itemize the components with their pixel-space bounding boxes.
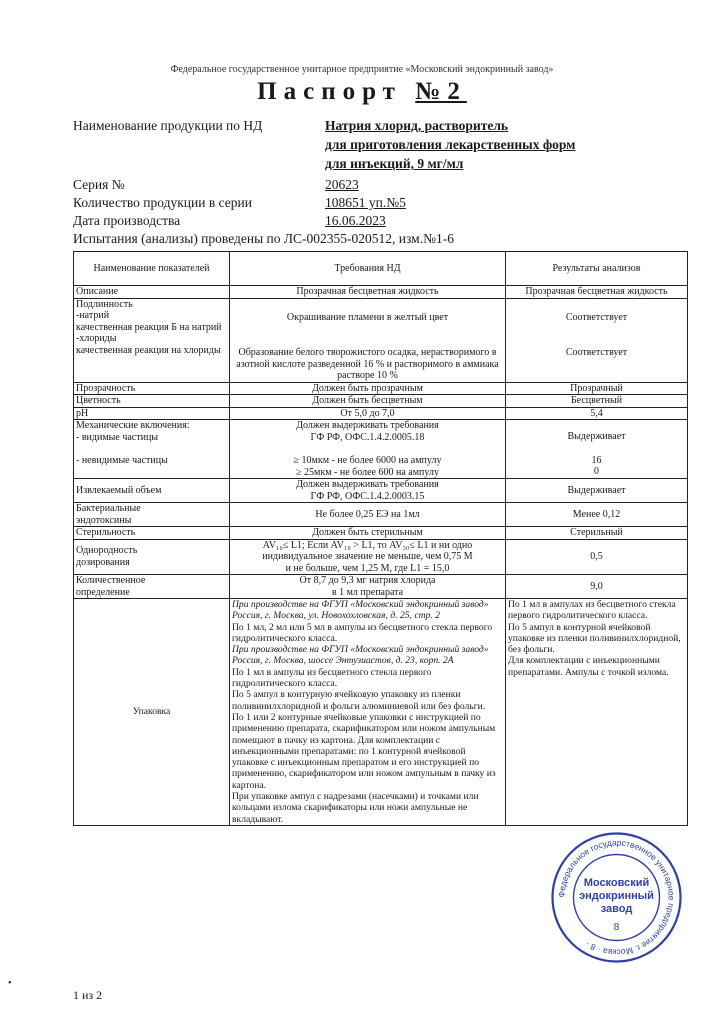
- row-result: 5,4: [506, 407, 688, 420]
- table-row: [74, 503, 688, 527]
- product-label: Наименование продукции по НД: [73, 118, 263, 133]
- packaging-text: По 5 ампул в контурную ячейковую упаковку из пленки поливинилхлоридной и фольги алюминиевой или без фольги.: [232, 689, 486, 712]
- header-col2: Требования НД: [230, 252, 506, 286]
- packaging-text: При упаковке ампул с надрезами (насечками) и точками или кольцами излома скарификаторы или ножи ампульные не вкладывают.: [232, 791, 479, 825]
- document-title: [0, 78, 724, 106]
- row-requirement: Должен быть прозрачным: [230, 382, 506, 395]
- row-result: [506, 599, 688, 826]
- res-line: Соответствует: [565, 311, 628, 323]
- row-result: [506, 420, 688, 479]
- name-line: -натрий: [76, 310, 110, 321]
- tests-line: Испытания (анализы) проведены по ЛС-002355-020512, изм.№1-6: [73, 231, 454, 246]
- name-line: дозирования: [76, 556, 130, 568]
- req-line: ≥ 25мкм - не более 600 на ампулу: [296, 466, 439, 478]
- name-line: Однородность: [76, 545, 138, 557]
- req-line: От 8,7 до 9,3 мг натрия хлорида: [299, 575, 436, 586]
- row-requirement: Должен быть стерильным: [230, 527, 506, 540]
- row-name: pH: [74, 407, 230, 420]
- packaging-text: По 1 мл, 2 мл или 5 мл в ампулы из бесцветного стекла первого гидролитического класса.: [232, 621, 493, 644]
- packaging-result: По 1 мл в ампулах из бесцветного стекла первого гидролитического класса.: [508, 599, 676, 622]
- row-requirement: [230, 539, 506, 575]
- name-line: эндотоксины: [76, 514, 132, 526]
- table-row: [74, 539, 688, 575]
- stamp-number: 8: [613, 922, 620, 933]
- row-result: [506, 298, 688, 382]
- row-result: Бесцветный: [506, 395, 688, 408]
- product-name-line3: для инъекций, 9 мг/мл: [325, 156, 464, 171]
- packaging-text: По 1 или 2 контурные ячейковые упаковки с инструкцией по применению препарата, скарификатором или ножом ампульным помещают в пачку из картона. Для комплектации с инъекционными препаратами: по 1 контурной ячейковой упаковке с инъекционным препаратом и его инструкцией по применению, скарификатором или ножом ампульным в пачку из картона.: [232, 711, 496, 791]
- req-line: Образование белого творожистого осадка, нерастворимого в азотной кислоте разведенной 16 % и растворимого в аммиака растворе 10 %: [236, 347, 499, 381]
- title-number: №2: [415, 78, 467, 105]
- row-result: Стерильный: [506, 527, 688, 540]
- product-name-line2: для приготовления лекарственных форм: [325, 137, 576, 152]
- row-name: Цветность: [74, 395, 230, 408]
- row-result: Прозрачная бесцветная жидкость: [506, 286, 688, 299]
- packaging-text: При производстве на ФГУП «Московский эндокринный завод» Россия, г. Москва, шоссе Энтузиастов, д. 23, корп. 2А: [232, 644, 489, 667]
- table-header-row: [74, 252, 688, 286]
- row-name: [74, 575, 230, 599]
- row-result: 0,5: [506, 539, 688, 575]
- row-result: Выдерживает: [506, 479, 688, 503]
- res-line: Соответствует: [565, 347, 628, 358]
- table-row: [74, 382, 688, 395]
- res-line: Выдерживает: [567, 431, 626, 442]
- name-line: - видимые частицы: [76, 431, 159, 443]
- req-line: ГФ РФ, ОФС.1.4.2.0005.18: [310, 431, 425, 443]
- organization-header: Федеральное государственное унитарное предприятие «Московский эндокринный завод»: [170, 64, 554, 75]
- row-name: [74, 503, 230, 527]
- header-col3: Результаты анализов: [506, 252, 688, 286]
- header-col1: Наименование показателей: [74, 252, 230, 286]
- table-row: [74, 286, 688, 299]
- row-name: Описание: [74, 286, 230, 299]
- row-name: Стерильность: [74, 527, 230, 540]
- packaging-result: По 5 ампул в контурной ячейковой упаковке из пленки поливинилхлоридной, без фольги.: [508, 621, 681, 656]
- row-name: [74, 539, 230, 575]
- title-word: Паспорт: [257, 78, 402, 105]
- row-result: Менее 0,12: [506, 503, 688, 527]
- row-requirement: Прозрачная бесцветная жидкость: [230, 286, 506, 299]
- row-name: [74, 420, 230, 479]
- req-line: Окрашивание пламени в желтый цвет: [286, 311, 449, 323]
- row-result: 9,0: [506, 575, 688, 599]
- req-line: ≥ 10мкм - не более 6000 на ампулу: [293, 455, 442, 466]
- table-row: [74, 527, 688, 540]
- quantity-label: Количество продукции в серии: [73, 195, 252, 210]
- row-name: Извлекаемый объем: [74, 479, 230, 503]
- quantity-value: 108651 уп.№5: [325, 195, 406, 210]
- product-name-line1: Натрия хлорид, растворитель: [325, 118, 509, 133]
- row-requirement: [230, 575, 506, 599]
- req-line: Должен выдерживать требования: [296, 420, 439, 431]
- packaging-result: Для комплектации с инъекционными препаратами. Ампулы с точкой излома.: [508, 655, 669, 678]
- row-name: Упаковка: [74, 599, 230, 826]
- packaging-text: По 1 мл в ампулы из бесцветного стекла первого гидролитического класса.: [232, 666, 432, 690]
- name-line: определение: [76, 586, 130, 598]
- row-requirement: Должен быть бесцветным: [230, 395, 506, 408]
- stamp-center-line1: Московский: [583, 877, 650, 889]
- row-name: Прозрачность: [74, 382, 230, 395]
- row-requirement: От 5,0 до 7,0: [230, 407, 506, 420]
- date-value: 16.06.2023: [325, 213, 386, 228]
- table-row: [74, 395, 688, 408]
- name-line: - невидимые частицы: [76, 455, 168, 466]
- stamp-center-line3: завод: [600, 903, 633, 915]
- table-row: [74, 298, 688, 382]
- name-line: качественная реакция Б на натрий: [76, 321, 222, 333]
- req-line: индивидуальное значение не меньше, чем 0,75 М: [262, 551, 473, 562]
- name-line: Бактериальные: [76, 503, 141, 514]
- name-line: Механические включения:: [76, 420, 190, 431]
- analysis-table: [73, 251, 688, 826]
- name-line: качественная реакция на хлориды: [76, 344, 221, 356]
- series-label: Серия №: [73, 177, 125, 192]
- row-name: [74, 298, 230, 382]
- name-line: Количественное: [76, 575, 146, 586]
- row-result: Прозрачный: [506, 382, 688, 395]
- res-line: 16: [591, 454, 602, 466]
- stamp-ring-text: Федеральное государственное унитарное предприятие г. Москва · 8 ·: [556, 837, 677, 958]
- date-label: Дата производства: [73, 213, 181, 228]
- req-line: AV₁₀≤ L1; Если AV₁₀ > L1, то AV₃₀≤ L1 и ни одно: [262, 539, 473, 551]
- row-requirement: [230, 298, 506, 382]
- packaging-text: При производстве на ФГУП «Московский эндокринный завод» Россия, г. Москва, ул. Новохохловская, д. 25, стр. 2: [232, 599, 489, 622]
- req-line: в 1 мл препарата: [331, 586, 404, 598]
- table-row: [74, 599, 688, 826]
- row-requirement: [230, 599, 506, 826]
- margin-mark: •: [8, 978, 12, 989]
- table-row: [74, 575, 688, 599]
- name-line: Подлинность: [76, 298, 133, 310]
- page-number: 1 из 2: [73, 988, 103, 1002]
- name-line: -хлориды: [76, 333, 117, 344]
- row-requirement: Не более 0,25 ЕЭ на 1мл: [230, 503, 506, 527]
- res-line: 0: [594, 466, 599, 477]
- table-row: [74, 407, 688, 420]
- company-stamp: [549, 830, 684, 965]
- req-line: ГФ РФ, ОФС.1.4.2.0003.15: [310, 490, 425, 502]
- req-line: Должен выдерживать требования: [296, 479, 439, 490]
- row-requirement: [230, 479, 506, 503]
- series-value: 20623: [325, 177, 359, 192]
- table-row: [74, 420, 688, 479]
- req-line: и не больше, чем 1,25 М, где L1 = 15,0: [285, 562, 450, 574]
- row-requirement: [230, 420, 506, 479]
- table-row: [74, 479, 688, 503]
- stamp-center-line2: эндокринный: [579, 890, 654, 902]
